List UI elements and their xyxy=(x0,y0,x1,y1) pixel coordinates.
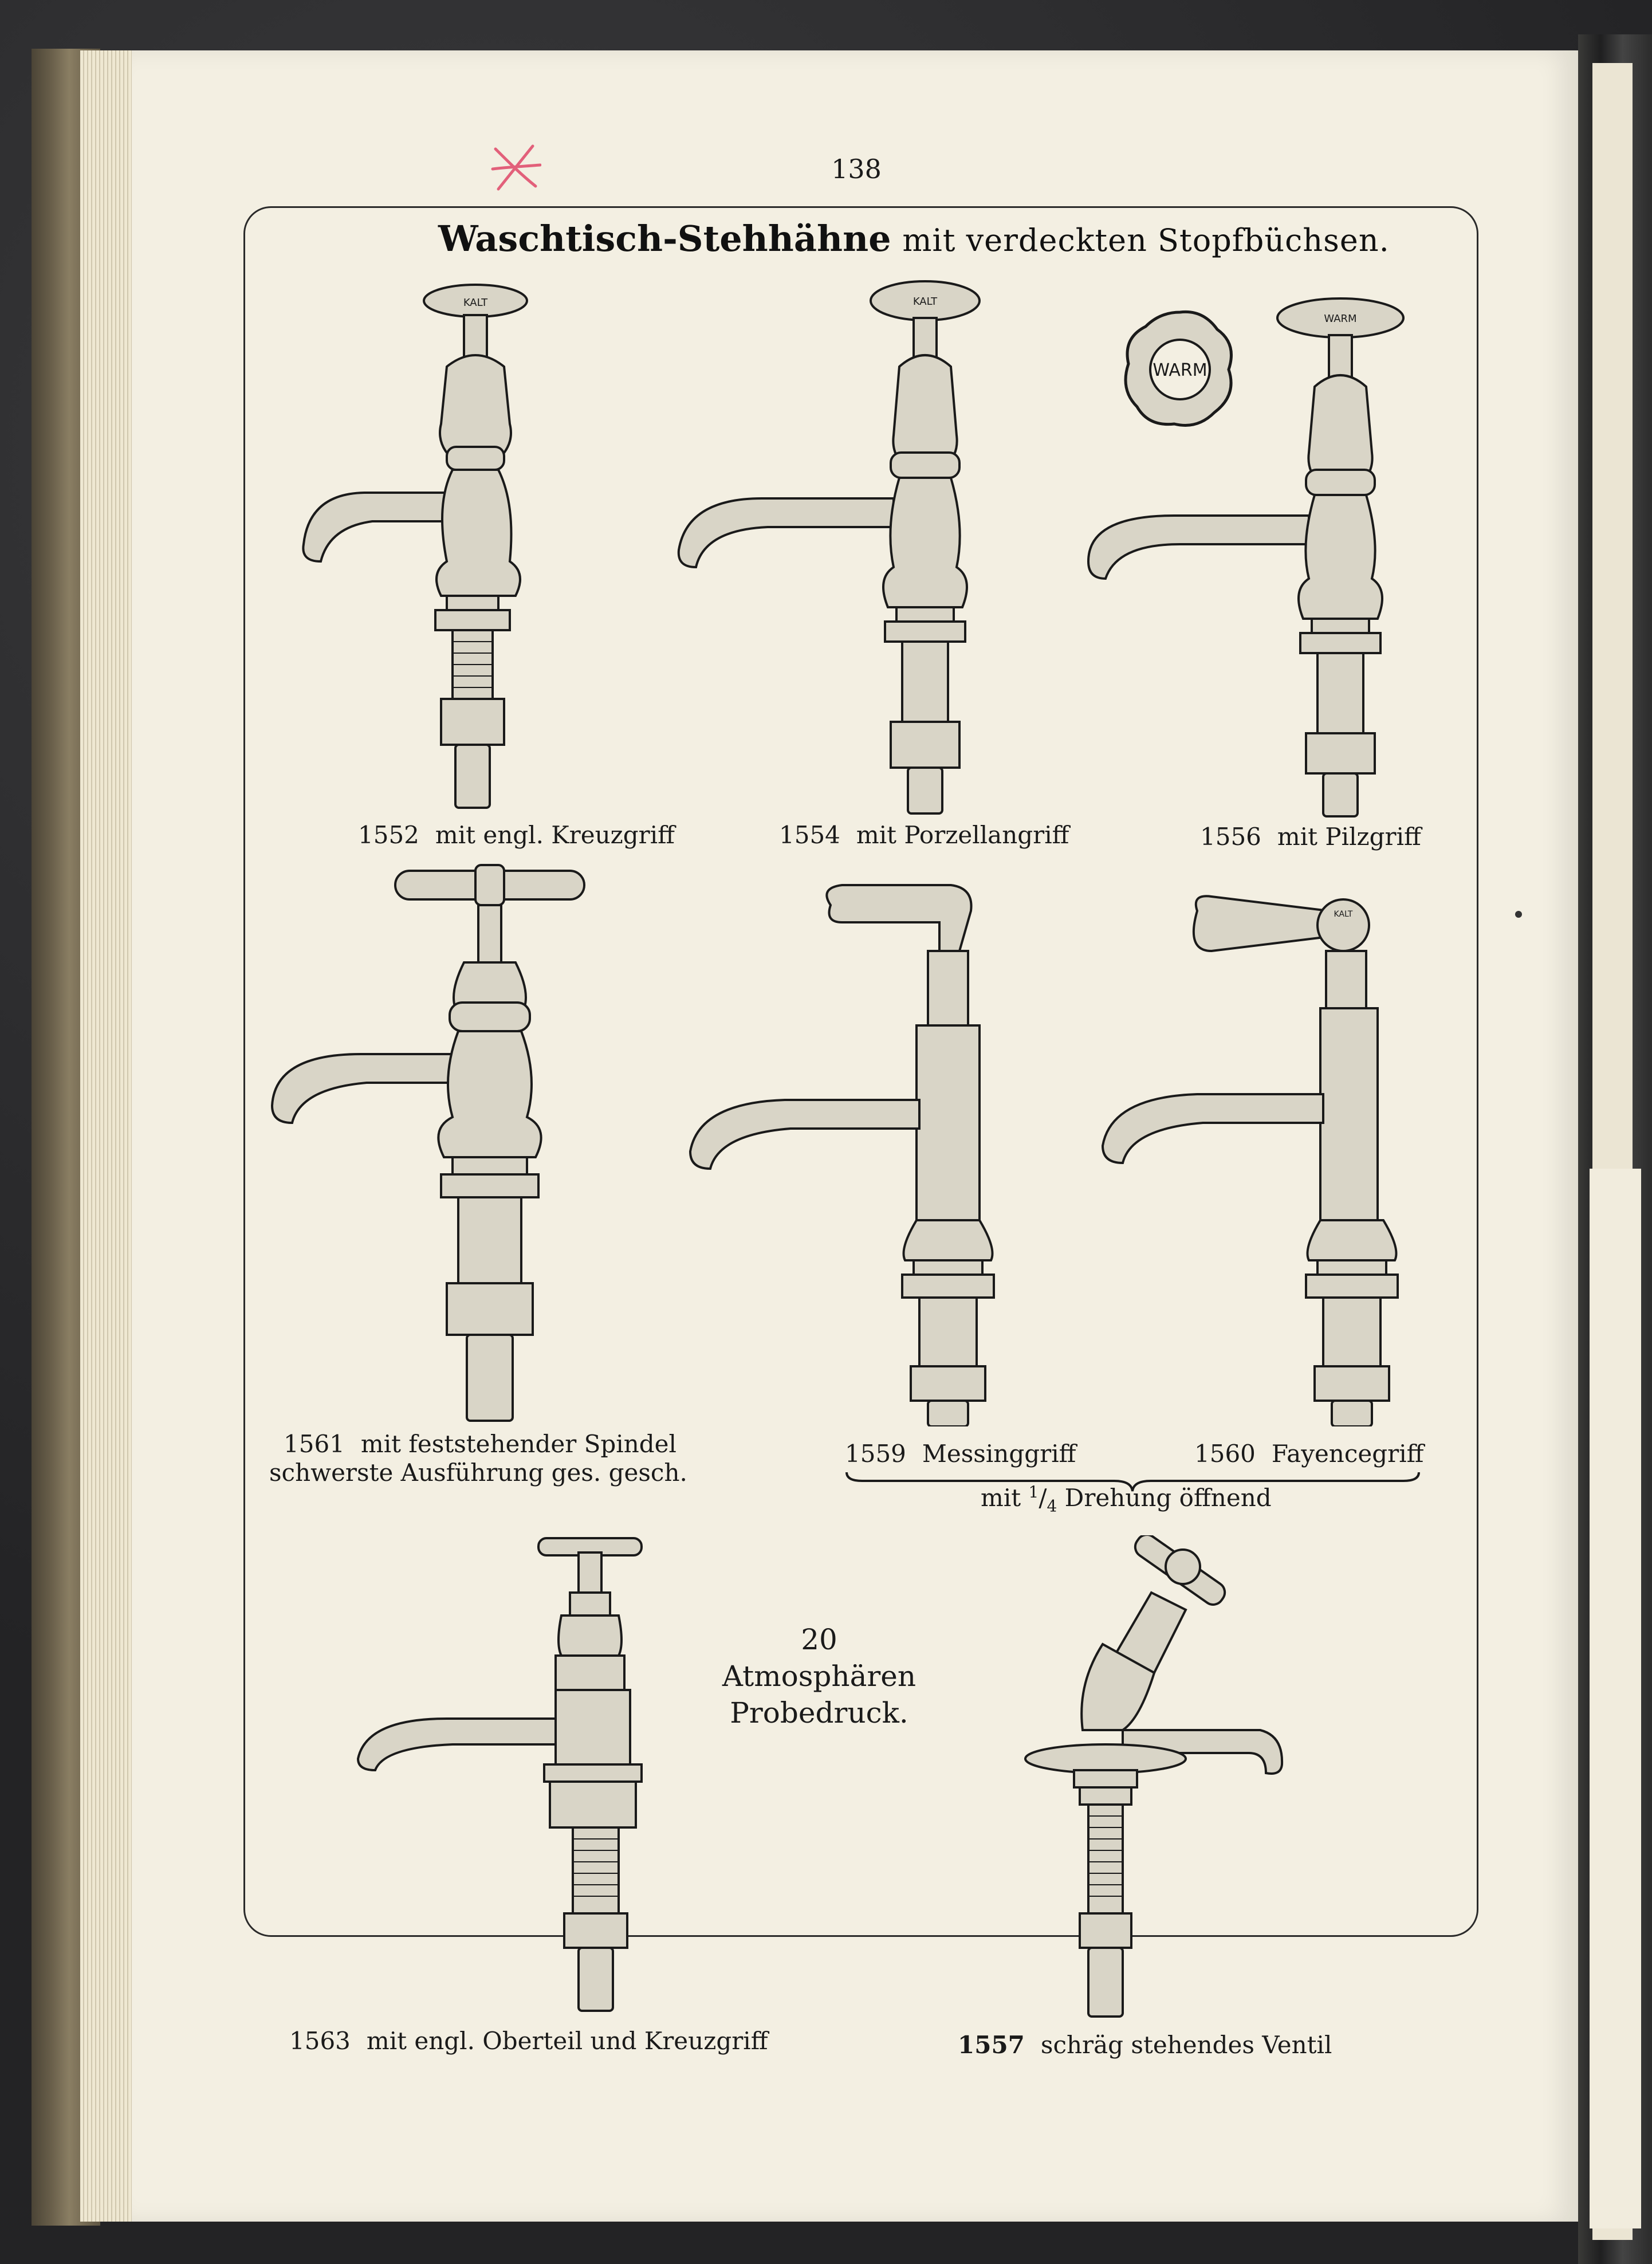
product-number: 1560 xyxy=(1194,1440,1256,1468)
product-description: mit engl. Kreuzgriff xyxy=(435,821,675,849)
product-number: 1556 xyxy=(1200,823,1261,851)
inset-label: WARM xyxy=(1153,360,1207,380)
faucet-1561-illustration xyxy=(269,859,590,1426)
product-description: mit Pilzgriff xyxy=(1277,823,1421,851)
product-description: mit Porzellangriff xyxy=(856,821,1069,849)
pressure-note-line1: 20 Atmosphären xyxy=(722,1623,917,1693)
ink-speck xyxy=(1515,911,1522,918)
faucet-1552-illustration xyxy=(275,275,596,819)
product-number: 1563 xyxy=(289,2027,351,2055)
faucet-1560-illustration xyxy=(1100,888,1421,1426)
caption-1559 xyxy=(845,1440,1076,1468)
product-description-line2: schwerste Ausführung ges. gesch. xyxy=(269,1459,687,1487)
fraction-numerator: 1 xyxy=(1028,1483,1039,1502)
product-description: mit engl. Oberteil und Kreuzgriff xyxy=(366,2027,768,2055)
product-number: 1561 xyxy=(284,1430,345,1458)
product-number: 1557 xyxy=(958,2031,1025,2059)
paper-tab xyxy=(1590,1169,1641,2228)
page-number: 138 xyxy=(831,154,882,184)
fraction-denominator: 4 xyxy=(1047,1496,1057,1516)
caption-1563 xyxy=(289,2027,768,2055)
caption-1552 xyxy=(358,821,675,849)
page-title xyxy=(438,218,1390,260)
group-note-prefix: mit xyxy=(981,1484,1021,1512)
caption-1560 xyxy=(1194,1440,1423,1468)
group-note: mit $^1/_4$ Drehung öffnend xyxy=(981,1483,1272,1516)
faucet-1557-illustration xyxy=(1008,1535,1295,2022)
product-description: Fayencegriff xyxy=(1271,1440,1424,1468)
pressure-note-line2: Probedruck. xyxy=(730,1696,908,1730)
faucet-1554-illustration xyxy=(670,269,991,819)
product-description: mit feststehender Spindel xyxy=(360,1430,676,1458)
handle-label: KALT xyxy=(912,296,938,308)
pressure-note xyxy=(705,1621,934,1731)
caption-1557 xyxy=(958,2031,1332,2059)
handle-label: KALT xyxy=(1334,910,1353,919)
title-rest: mit verdeckten Stopfbüchsen. xyxy=(902,222,1390,258)
red-asterisk-mark xyxy=(490,137,541,195)
handle-label: WARM xyxy=(1324,313,1357,325)
caption-1554 xyxy=(779,821,1069,849)
group-note-suffix: Drehung öffnend xyxy=(1064,1484,1272,1512)
caption-1561 xyxy=(269,1430,687,1487)
product-description: Messinggriff xyxy=(922,1440,1076,1468)
product-number: 1552 xyxy=(358,821,419,849)
page-stack-edge xyxy=(80,50,137,2222)
caption-1556 xyxy=(1200,823,1421,851)
product-number: 1559 xyxy=(845,1440,906,1468)
faucet-1556-illustration xyxy=(1077,292,1421,819)
faucet-1559-illustration xyxy=(687,882,1008,1426)
product-number: 1554 xyxy=(779,821,840,849)
product-description: schräg stehendes Ventil xyxy=(1040,2031,1332,2059)
title-bold: Waschtisch-Stehhähne xyxy=(438,218,891,260)
faucet-1563-illustration xyxy=(349,1530,647,2017)
handle-label: KALT xyxy=(463,297,488,309)
